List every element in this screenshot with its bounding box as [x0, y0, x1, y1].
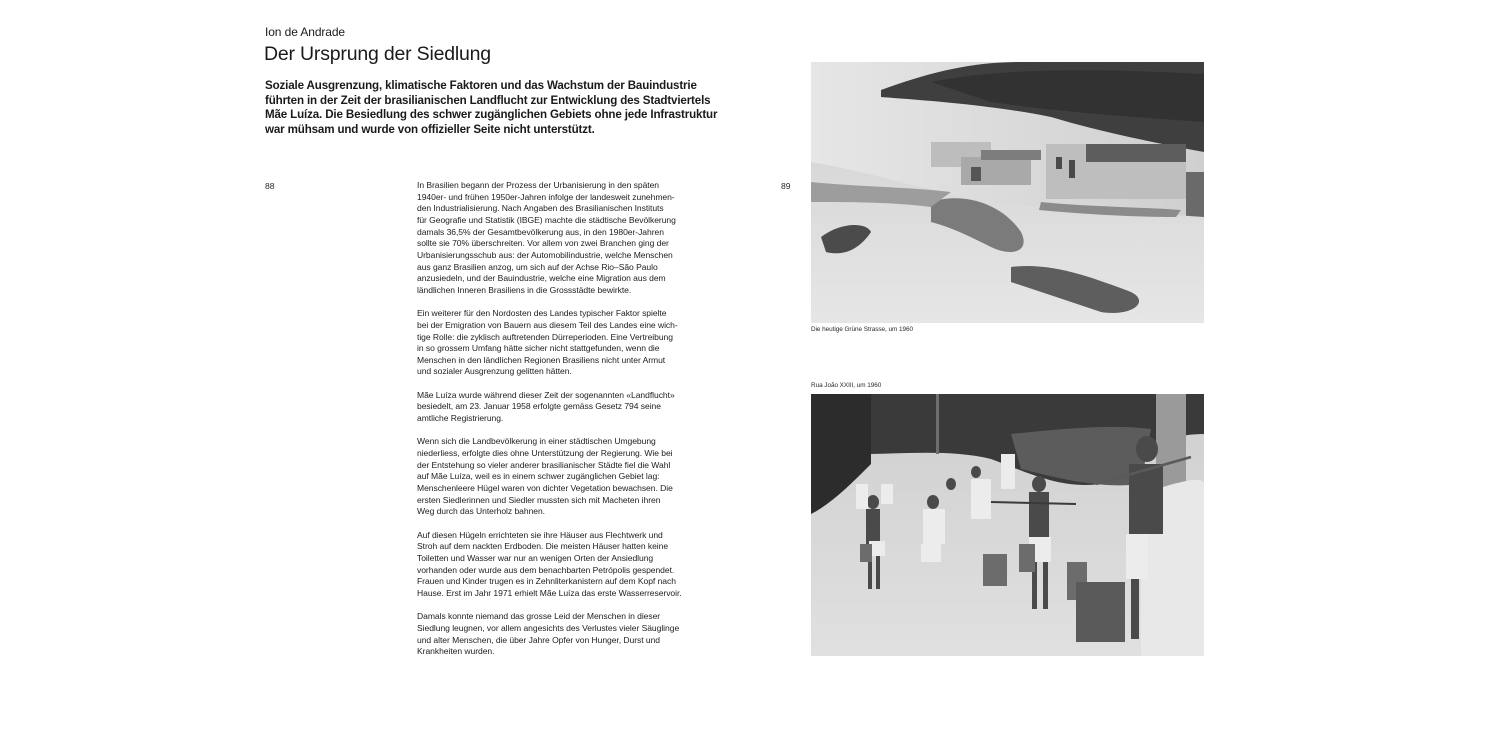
body-line: Krankheiten wurden.	[417, 646, 495, 657]
photo-gruene-strasse	[811, 62, 1204, 323]
body-line: und sozialer Ausgrenzung gelitten hätten.	[417, 366, 572, 377]
lead-paragraph	[265, 79, 718, 137]
lead-line: war mühsam und wurde von offizieller Seite nicht unterstützt.	[265, 122, 595, 136]
photo-rua-joao-xxiii	[811, 394, 1204, 656]
body-line: sollte sie 70% überschreiten. Vor allem von zwei Branchen ging der	[417, 238, 669, 249]
photo-image	[811, 62, 1204, 323]
body-paragraph	[417, 308, 707, 378]
body-line: aus ganz Brasilien anzog, um sich auf der Achse Rio–São Paulo	[417, 261, 658, 272]
body-paragraph	[417, 436, 707, 518]
body-line: niederliess, erfolgte dies ohne Unterstützung der Regierung. Wie bei	[417, 448, 673, 459]
lead-line: Soziale Ausgrenzung, klimatische Faktoren und das Wachstum der Bauindustrie	[265, 79, 697, 92]
body-line: der Entstehung so vieler anderer brasilianischer Städte fiel die Wahl	[417, 459, 671, 470]
body-line: damals 36,5% der Gesamtbevölkerung aus, in den 1980er-Jahren	[417, 226, 664, 237]
body-line: Hause. Erst im Jahr 1971 erhielt Mãe Luíza das erste Wasserreservoir.	[417, 587, 682, 598]
body-line: Toiletten und Wasser war nur an wenigen Orten der Ansiedlung	[417, 552, 654, 563]
lead-line: führten in der Zeit der brasilianischen Landflucht zur Entwicklung des Stadtviertels	[265, 93, 711, 107]
body-paragraph	[417, 180, 707, 297]
body-line: anzusiedeln, und der Bauindustrie, welche eine Migration aus dem	[417, 273, 666, 284]
body-line: ersten Siedlerinnen und Siedler mussten sich mit Macheten ihren	[417, 494, 661, 505]
page-title: Der Ursprung der Siedlung	[264, 43, 491, 65]
body-line: Wenn sich die Landbevölkerung in einer städtischen Umgebung	[417, 436, 656, 447]
body-line: vorhanden oder wurde aus dem benachbarten Petrópolis gespendet.	[417, 564, 675, 575]
body-line: besiedelt, am 23. Januar 1958 erfolgte gemäss Gesetz 794 seine	[417, 401, 661, 412]
body-line: Mãe Luíza wurde während dieser Zeit der sogenannten «Landflucht»	[417, 389, 675, 400]
body-paragraph	[417, 390, 707, 425]
body-paragraph	[417, 530, 707, 600]
body-line: Auf diesen Hügeln errichteten sie ihre Häuser aus Flechtwerk und	[417, 529, 663, 540]
body-line: in so grossem Umfang hätte sicher nicht stattgefunden, wenn die	[417, 343, 660, 354]
body-text-column	[417, 180, 707, 669]
body-line: amtliche Registrierung.	[417, 413, 504, 424]
body-line: Frauen und Kinder trugen es in Zehnliterkanistern auf dem Kopf nach	[417, 576, 676, 587]
body-line: und alter Menschen, die über Jahre Opfer von Hunger, Durst und	[417, 634, 661, 645]
body-line: 1940er- und frühen 1950er-Jahren infolge der landesweit zunehmen-	[417, 191, 675, 202]
body-line: bei der Emigration von Bauern aus diesem Teil des Landes eine wich-	[417, 319, 678, 330]
lead-line: Mãe Luíza. Die Besiedlung des schwer zugänglichen Gebiets ohne jede Infrastruktur	[265, 108, 718, 122]
body-line: Weg durch das Unterholz bahnen.	[417, 506, 546, 517]
photo-image	[811, 394, 1204, 656]
body-line: auf Mãe Luíza, weil es in einem schwer zugänglichen Gebiet lag:	[417, 471, 660, 482]
body-line: tige Rolle: die zyklisch auftretenden Dürreperioden. Eine Vertreibung	[417, 331, 673, 342]
body-line: Urbanisierungsschub aus: der Automobilindustrie, welche Menschen	[417, 249, 673, 260]
body-paragraph	[417, 611, 707, 658]
page-number-left: 88	[265, 181, 275, 191]
body-line: für Geografie und Statistik (IBGE) machte die städtische Bevölkerung	[417, 214, 676, 225]
body-line: Menschenleere Hügel waren von dichter Vegetation bewachsen. Die	[417, 483, 673, 494]
body-line: Stroh auf dem nackten Erdboden. Die meisten Häuser hatten keine	[417, 541, 669, 552]
body-line: In Brasilien begann der Prozess der Urbanisierung in den späten	[417, 180, 660, 190]
body-line: Ein weiterer für den Nordosten des Landes typischer Faktor spielte	[417, 308, 667, 319]
body-line: Damals konnte niemand das grosse Leid der Menschen in dieser	[417, 611, 661, 622]
page-number-right: 89	[781, 181, 791, 191]
body-line: ländlichen Inneren Brasiliens in die Grossstädte bewirkte.	[417, 284, 632, 295]
body-line: Siedlung leugnen, vor allem angesichts des Verlustes vieler Säuglinge	[417, 622, 680, 633]
body-line: Menschen in den ländlichen Regionen Brasiliens nicht unter Armut	[417, 354, 666, 365]
photo-caption: Die heutige Grüne Strasse, um 1960	[811, 326, 914, 333]
photo-caption: Rua João XXIII, um 1960	[811, 382, 882, 389]
body-line: den Industrialisierung. Nach Angaben des Brasilianischen Instituts	[417, 203, 664, 214]
author-name: Ion de Andrade	[265, 25, 346, 39]
